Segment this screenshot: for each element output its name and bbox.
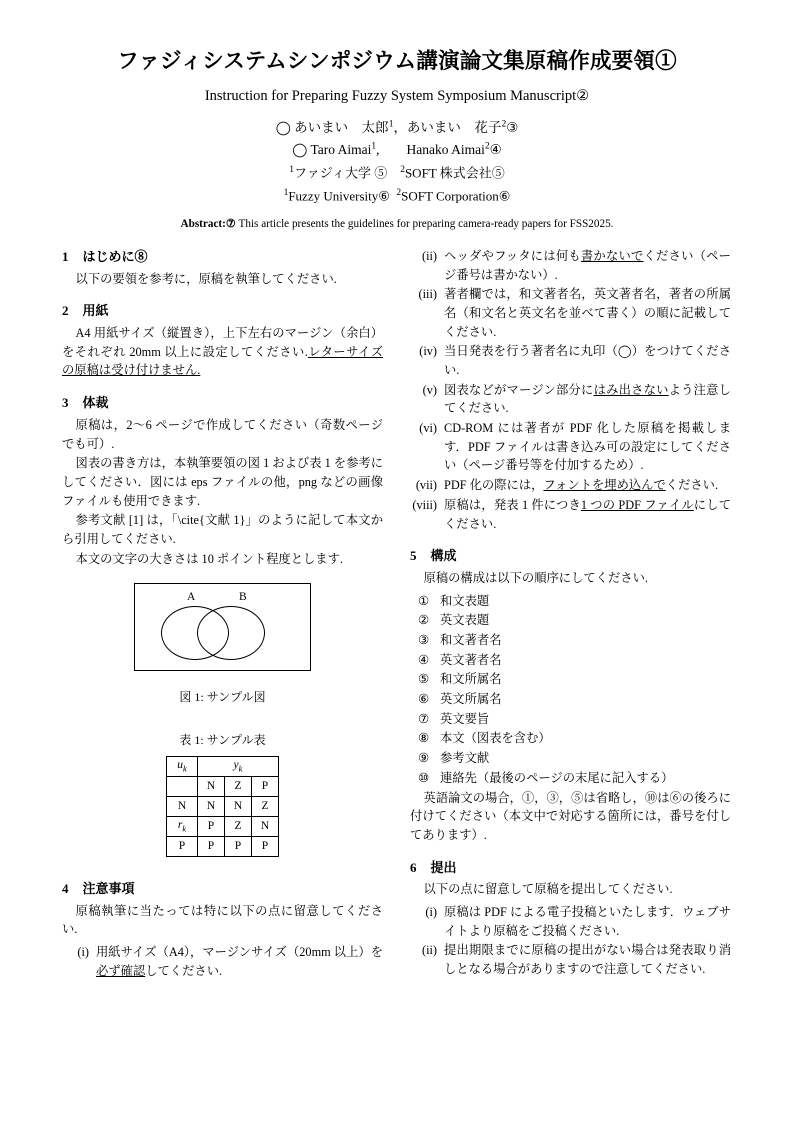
list-item	[410, 729, 731, 748]
affil-en-2: SOFT Corporation⑥	[401, 188, 511, 204]
list-text-post: ください（ページ番号は書かない）.	[444, 248, 731, 282]
list-item	[410, 690, 731, 709]
list-text-pre: 図表などがマージン部分に	[444, 382, 594, 397]
list-item	[410, 247, 731, 284]
list-text-pre: ヘッダやフッタには何も	[444, 248, 581, 263]
list-text	[444, 496, 731, 533]
list-marker: ⑨	[418, 751, 430, 766]
list-marker: ③	[418, 633, 430, 648]
table-cell: N	[225, 796, 252, 816]
abstract-text: This article presents the guidelines for preparing camera-ready papers for FSS2025.	[238, 218, 614, 231]
corner-u-symbol: u	[177, 759, 183, 772]
sample-table	[166, 756, 279, 857]
table-caption: 表 1: サンプル表	[179, 732, 266, 747]
affiliation-ja	[62, 164, 732, 183]
author-en-comma: ,	[376, 142, 380, 158]
list-item	[410, 710, 731, 729]
table-cell: N	[198, 796, 225, 816]
author-en-1: ◯ Taro Aimai	[292, 142, 372, 158]
table-col-header: N	[198, 776, 225, 796]
corner-y-sub: k	[238, 763, 243, 774]
section-heading-5	[410, 546, 731, 566]
list-marker: (v)	[422, 382, 437, 397]
list-text: 連絡先（最後のページの末尾に記入する）	[440, 770, 674, 785]
paragraph-3-1: 原稿は，2〜6 ページで作成してください（奇数ページでも可）.	[62, 417, 383, 451]
list-marker: ⑤	[418, 672, 430, 687]
corner-y-symbol: y	[233, 759, 239, 772]
list-item	[62, 943, 383, 980]
list-text: 和文所属名	[440, 672, 502, 687]
list-text: 参考文献	[440, 751, 490, 766]
list-item	[410, 611, 731, 630]
author-en-tail: ④	[489, 142, 502, 158]
figure-label-b: B	[239, 591, 247, 604]
row-label-sub: k	[182, 823, 187, 834]
table-cell: P	[198, 816, 225, 836]
list-item	[410, 496, 731, 533]
list-text: 和文表題	[440, 593, 490, 608]
affil-ja-1: ファジィ大学 ⑤	[293, 165, 388, 181]
table-row	[167, 836, 279, 856]
list-marker: ⑧	[418, 731, 430, 746]
table-col-header: Z	[225, 776, 252, 796]
list-text-underlined: フォントを埋め込んで	[543, 478, 666, 493]
list-text: 提出期限までに原稿の提出がない場合は発表取り消しとなる場合がありますので注意してください.	[444, 943, 731, 977]
body-columns	[62, 247, 732, 981]
abstract	[62, 217, 732, 233]
paragraph-3-2: 図表の書き方は，本執筆要領の図 1 および表 1 を参考にしてください．図には eps ファイルの他，png などの画像ファイルも使用できます.	[62, 456, 383, 508]
list-text	[444, 476, 731, 495]
list-marker: (vii)	[415, 478, 437, 493]
structure-list	[410, 592, 731, 788]
notes-list-left	[62, 943, 383, 980]
list-text-pre: 原稿は，発表 1 件につき	[444, 497, 581, 512]
section-6-number: 6	[410, 859, 417, 875]
affil-en-1-sup: 1	[283, 188, 289, 199]
section-heading-6	[410, 858, 731, 878]
paragraph-3-3: 参考文献 [1] は，「\cite{文献 1}」のように記して本文から引用してください.	[62, 513, 383, 547]
paragraph-3-4: 本文の文字の大きさは 10 ポイント程度とします.	[75, 551, 343, 566]
section-2-number: 2	[62, 303, 69, 319]
author-ja-tail: ③	[506, 119, 519, 135]
list-item	[410, 476, 731, 495]
affiliation-en	[62, 187, 732, 206]
figure-label-a: A	[187, 591, 196, 604]
paragraph-5-tail: 英語論文の場合，①，③，⑤は省略し，⑩は⑥の後ろに付けてください（本文中で対応する箇所には，番号を付してあります）.	[410, 790, 731, 842]
figure-frame	[134, 583, 311, 671]
section-1-number: 1	[62, 248, 69, 264]
table-cell: N	[252, 816, 279, 836]
authors-en	[62, 140, 732, 160]
section-1-title: はじめに⑧	[82, 248, 148, 264]
author-en-2: Hanako Aimai	[406, 142, 485, 158]
section-5-title: 構成	[430, 548, 457, 564]
list-text	[444, 381, 731, 418]
list-item	[410, 749, 731, 768]
list-text: 英文表題	[440, 613, 490, 628]
list-item	[410, 381, 731, 418]
affil-ja-2-sup: 2	[400, 164, 405, 175]
table-cell: Z	[252, 796, 279, 816]
section-3-number: 3	[62, 395, 69, 411]
column-left	[62, 247, 383, 981]
figure-circle-b	[197, 606, 265, 660]
list-marker: (i)	[425, 905, 437, 920]
list-marker: ⑦	[418, 711, 430, 726]
list-text	[444, 247, 731, 284]
abstract-label: Abstract:⑦	[180, 218, 236, 231]
list-text-underlined: 1 つの PDF ファイル	[580, 497, 694, 512]
list-marker: (i)	[77, 945, 89, 960]
list-text-underlined: 必ず確認	[96, 963, 146, 978]
list-marker: (iv)	[419, 344, 437, 359]
section-2-title: 用紙	[82, 303, 109, 319]
section-5-number: 5	[410, 548, 417, 564]
section-6-title: 提出	[430, 859, 457, 875]
author-en-1-sup: 1	[371, 141, 377, 152]
table-cell: P	[225, 836, 252, 856]
table-row-label	[167, 816, 198, 836]
list-marker: ①	[418, 593, 430, 608]
list-text: 本文（図表を含む）	[440, 731, 551, 746]
affil-ja-1-sup: 1	[289, 164, 294, 175]
table-cell: P	[167, 836, 198, 856]
section-4-title: 注意事項	[82, 880, 135, 896]
paragraph-6-1: 以下の点に留意して原稿を提出してください.	[423, 882, 673, 897]
section-heading-2	[62, 301, 383, 321]
table-col-header: P	[252, 776, 279, 796]
list-marker: (viii)	[412, 497, 437, 512]
list-marker: (ii)	[421, 943, 437, 958]
list-item	[410, 670, 731, 689]
figure-caption: 図 1: サンプル図	[179, 690, 266, 705]
list-item	[410, 631, 731, 650]
row-label-symbol: r	[177, 819, 183, 832]
list-marker: ②	[418, 613, 430, 628]
list-item	[410, 941, 731, 978]
page-title-ja: ファジィシステムシンポジウム講演論文集原稿作成要領①	[117, 49, 677, 73]
list-item	[410, 285, 731, 341]
table-row	[167, 756, 279, 776]
list-marker: ④	[418, 652, 430, 667]
section-4-number: 4	[62, 880, 69, 896]
table-cell: N	[167, 796, 198, 816]
paragraph-2-1-text: A4 用紙サイズ（縦置き），上下左右のマージン（余白）をそれぞれ 20mm 以上に設定してください.	[62, 326, 383, 359]
list-text: 当日発表を行う著者名に丸印（◯）をつけてください.	[444, 344, 731, 378]
list-text-underlined: 書かないで	[580, 248, 644, 263]
table-row	[167, 776, 279, 796]
author-ja-1: ◯ あいまい 太郎	[275, 119, 389, 135]
section-heading-4	[62, 879, 383, 899]
affil-en-2-sup: 2	[396, 188, 402, 199]
section-3-title: 体裁	[82, 395, 109, 411]
list-text-post: ください.	[665, 478, 719, 493]
table-corner-u	[167, 756, 198, 776]
paragraph-1-1: 以下の要領を参考に，原稿を執筆してください.	[75, 271, 337, 286]
list-item	[410, 592, 731, 611]
list-text: 英文要旨	[440, 711, 490, 726]
paragraph-2-1	[62, 324, 383, 380]
author-ja-sep: ，あいまい 花子	[393, 119, 502, 135]
list-text-post: よう注意してください.	[444, 382, 731, 416]
section-heading-3	[62, 393, 383, 413]
table-row	[167, 816, 279, 836]
column-right	[410, 247, 731, 981]
author-ja-2-sup: 2	[501, 119, 507, 130]
corner-u-sub: k	[182, 763, 187, 774]
list-text: 著者欄では，和文著者名，英文著者名，著者の所属名（和文名と英文名を並べて書く）の順に記載してください.	[444, 287, 731, 339]
list-text: CD-ROM には著者が PDF 化した原稿を掲載します．PDF ファイルは書き込み可の設定にしてください（ページ番号等を付加するため）.	[444, 421, 731, 473]
paragraph-4-1: 原稿執筆に当たっては特に以下の点に留意してください.	[62, 903, 383, 937]
author-en-2-sup: 2	[484, 141, 490, 152]
table-row	[167, 796, 279, 816]
list-text: 原稿は PDF による電子投稿といたします．ウェブサイトより原稿をご投稿ください.	[444, 905, 731, 938]
list-marker: ⑩	[418, 770, 430, 785]
list-item	[410, 419, 731, 475]
list-item	[410, 342, 731, 379]
list-text-post: してください.	[145, 963, 223, 978]
paragraph-5-1: 原稿の構成は以下の順序にしてください.	[423, 570, 648, 585]
list-text: 英文著者名	[440, 652, 502, 667]
list-text-post: にしてください.	[444, 497, 731, 531]
table-cell: P	[252, 836, 279, 856]
submit-list	[410, 903, 731, 979]
list-item	[410, 769, 731, 788]
table-corner-y	[198, 756, 279, 776]
table-cell: Z	[225, 816, 252, 836]
table-cell: P	[198, 836, 225, 856]
sample-figure	[62, 583, 383, 706]
affil-ja-2: SOFT 株式会社⑤	[404, 165, 505, 181]
affil-en-1: Fuzzy University⑥	[288, 188, 390, 204]
list-marker: (vi)	[419, 421, 437, 436]
section-heading-1	[62, 247, 383, 267]
author-ja-1-sup: 1	[388, 119, 394, 130]
list-marker: ⑥	[418, 692, 430, 707]
list-text-pre: 用紙サイズ（A4），マージンサイズ（20mm 以上）を	[96, 945, 383, 960]
list-text-pre: PDF 化の際には，	[444, 478, 544, 493]
list-marker: (ii)	[421, 248, 437, 263]
list-item	[410, 651, 731, 670]
list-item	[410, 903, 731, 940]
paragraph-2-1-underlined: レターサイズの原稿は受け付けません.	[62, 344, 384, 378]
page-title-en: Instruction for Preparing Fuzzy System Symposium Manuscript②	[204, 87, 590, 104]
list-text	[96, 943, 383, 980]
list-text: 英文所属名	[440, 692, 502, 707]
list-marker: (iii)	[418, 287, 437, 302]
list-text-underlined: はみ出さない	[593, 382, 669, 397]
list-text: 和文著者名	[440, 633, 502, 648]
table-blank-cell	[167, 776, 198, 796]
notes-list-right	[410, 247, 731, 533]
authors-ja	[62, 118, 732, 138]
